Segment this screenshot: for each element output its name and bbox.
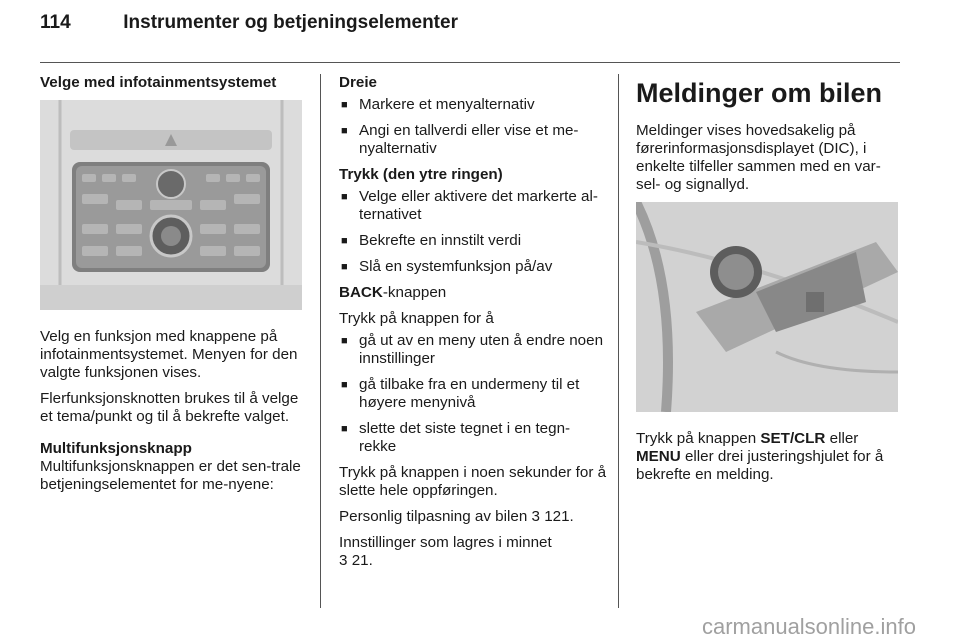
list-item: ■ Velge eller aktivere det markerte al-ternativet [339,188,607,224]
header-rule [40,62,900,63]
back-list [339,332,607,456]
dreie-list [339,96,607,158]
dreie-label: Dreie [339,74,377,91]
reference-arrow-icon: 3 [339,552,348,569]
sub-heading: Multifunksjonsknapp [40,440,192,457]
back-heading [339,284,607,302]
paragraph: Velg en funksjon med knappene på infotainmentsystemet. Menyen for den valgte funksjonen vises. [40,328,298,381]
stalk-control-illustration [636,202,898,412]
list-item: ■ Angi en tallverdi eller vise et me-nyalternativ [339,122,607,158]
paragraph: Trykk på knappen for å [339,310,494,327]
column-2 [339,74,607,578]
paragraph: Trykk på knappen i noen sekunder for å slette hele oppføringen. [339,464,607,499]
paragraph: Multifunksjonsknappen er det sen-trale betjeningselementet for me-nyene: [40,458,301,493]
column-divider [618,74,619,608]
cross-reference: Innstillinger som lagres i minnet 3 21. [339,534,552,569]
list-item: ■ gå tilbake fra en undermeny til et høyere menynivå [339,376,607,412]
trykk-list [339,188,607,276]
list-item: ■ Slå en systemfunksjon på/av [339,258,607,276]
trykk-label: Trykk (den ytre ringen) [339,166,503,183]
column-1 [40,74,308,502]
section-heading: Velge med infotainmentsystemet [40,74,277,91]
watermark: carmanualsonline.info [701,614,916,639]
column-divider [320,74,321,608]
infotainment-panel-illustration [40,100,302,310]
list-item: ■ slette det siste tegnet i en tegn-rekke [339,420,607,456]
back-suffix: -knappen [382,284,447,301]
reference-arrow-icon: 3 [531,508,540,525]
page-title: Instrumenter og betjeningselementer [123,12,458,33]
page-header [40,12,458,34]
paragraph: Trykk på knappen SET/CLR eller MENU eller drei justeringshjulet for å bekrefte en melding. [636,430,884,483]
stalk-control-image [636,202,898,412]
back-key: BACK [339,284,383,301]
list-item: ■ Bekrefte en innstilt verdi [339,232,607,250]
cross-reference: Personlig tilpasning av bilen 3 121. [339,508,574,525]
page-number: 114 [40,12,71,33]
menu-key: MENU [636,448,681,465]
list-item: ■ Markere et menyalternativ [339,96,607,114]
paragraph: Flerfunksjonsknotten brukes til å velge et tema/punkt og til å bekrefte valget. [40,390,299,425]
list-item: ■ gå ut av en meny uten å endre noen innstillinger [339,332,607,368]
set-clr-key: SET/CLR [760,430,826,447]
section-title: Meldinger om bilen [636,78,883,108]
infotainment-panel-image [40,100,302,310]
paragraph: Meldinger vises hovedsakelig på førerinformasjonsdisplayet (DIC), i enkelte tilfeller sammen med en var-sel- og signallyd. [636,122,881,193]
column-3 [636,74,904,492]
